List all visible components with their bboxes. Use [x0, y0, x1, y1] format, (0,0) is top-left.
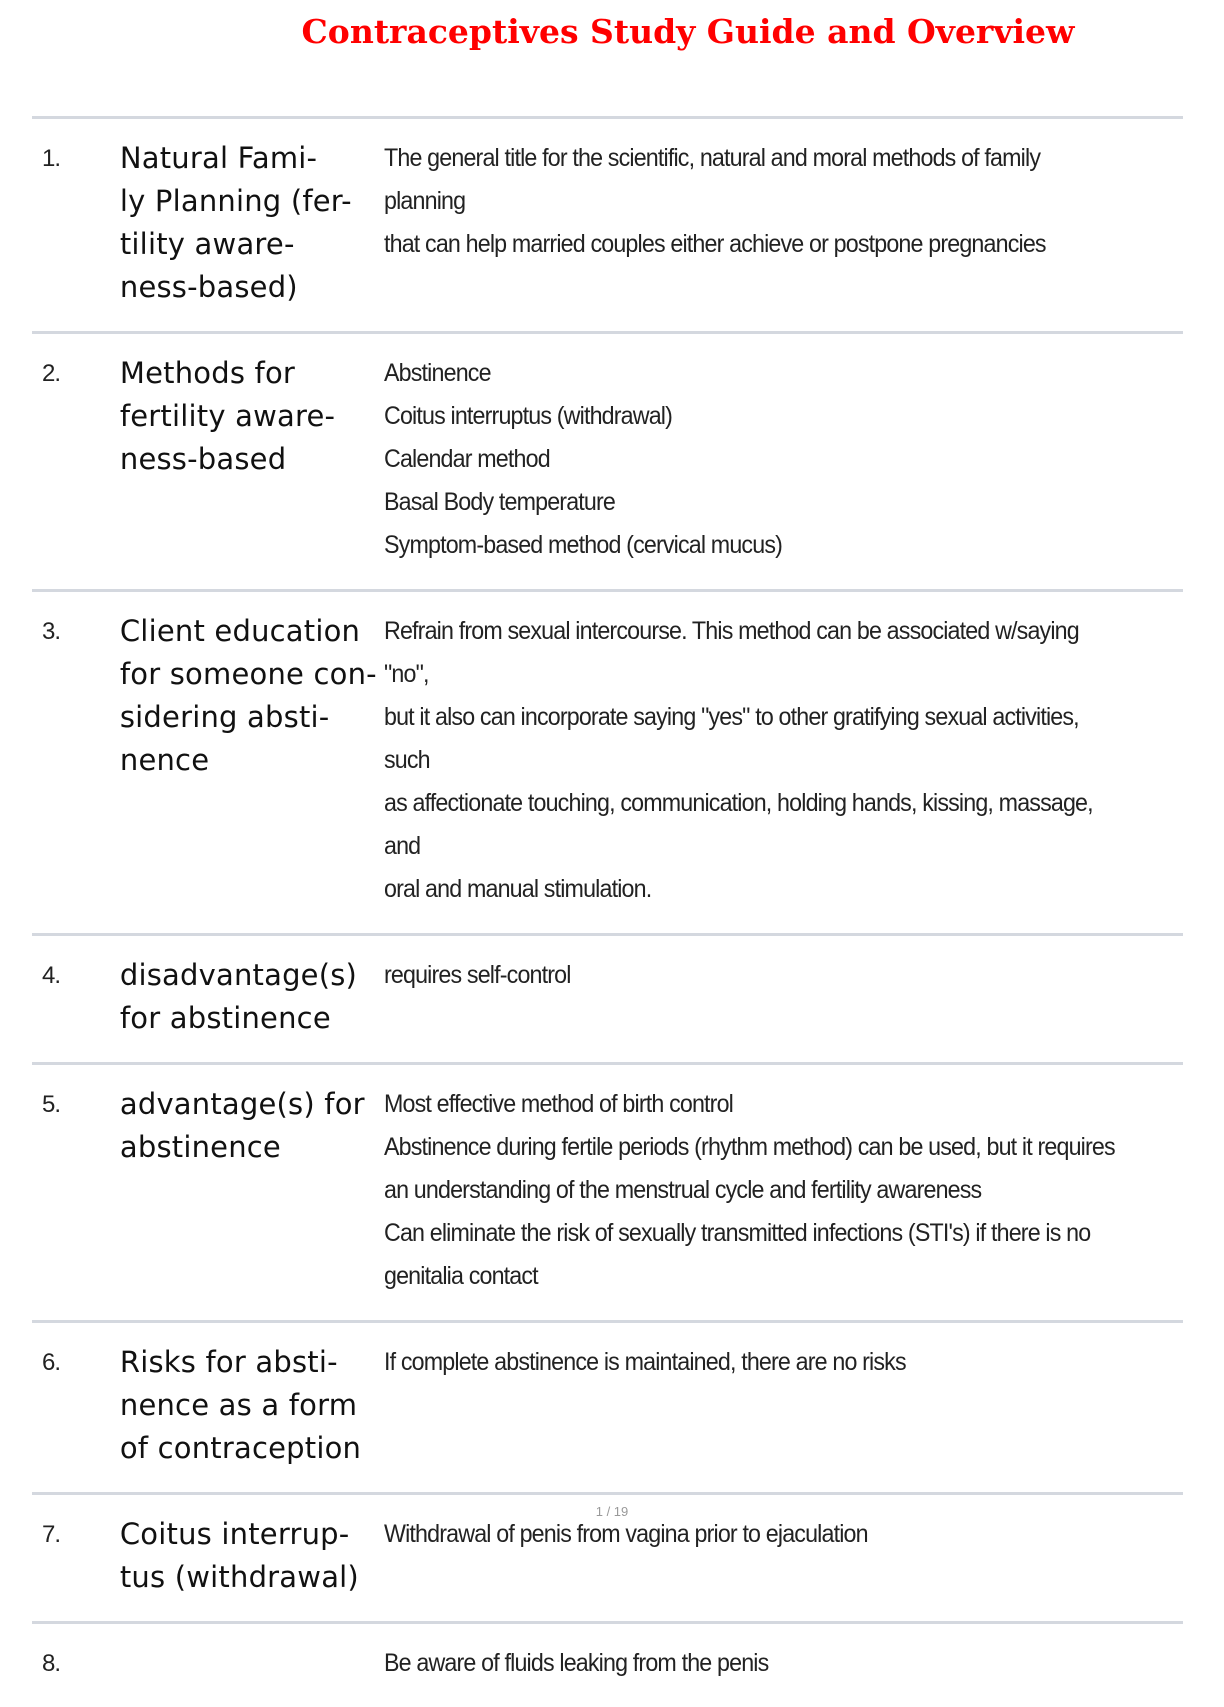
card-definition [384, 1642, 1127, 1685]
flashcard-list [32, 116, 1183, 1707]
card-term [120, 1513, 385, 1599]
card-number: 5. [42, 1091, 61, 1118]
definition-line: Withdrawal of penis from vagina prior to ejaculation [384, 1520, 869, 1548]
definition-line: Calendar method [384, 445, 551, 473]
definition-line: an understanding of the menstrual cycle and fertility awareness [384, 1176, 982, 1204]
definition-line: Abstinence during fertile periods (rhythm method) can be used, but it requires [384, 1133, 1116, 1161]
term-line: tus (withdrawal) [119, 1560, 359, 1594]
term-line: nence as a form [119, 1388, 358, 1422]
term-line: ness-based) [119, 270, 298, 304]
term-line: Coitus interrup- [119, 1517, 350, 1551]
term-line: nence [119, 743, 210, 777]
definition-line: Coitus interruptus (withdrawal) [384, 402, 673, 430]
term-line: sidering absti- [119, 700, 330, 734]
card-number: 4. [42, 962, 61, 989]
card-term [120, 352, 385, 567]
card-term [120, 1642, 385, 1685]
card-definition [384, 1083, 1127, 1298]
card-term [120, 1341, 385, 1470]
term-line: Natural Fami- [119, 141, 318, 175]
flashcard-row [32, 334, 1183, 592]
page-indicator: 1 / 19 [595, 1504, 629, 1519]
flashcard-row [32, 592, 1183, 936]
flashcard-row [32, 119, 1183, 334]
flashcard-row [32, 936, 1183, 1065]
definition-line: Refrain from sexual intercourse. This method can be associated w/saying "no", [384, 617, 1080, 688]
definition-line: oral and manual stimulation. [384, 875, 652, 903]
card-number: 6. [42, 1349, 61, 1376]
definition-line: requires self-control [384, 961, 571, 989]
definition-line: If complete abstinence is maintained, there are no risks [384, 1348, 907, 1376]
term-line: advantage(s) for [119, 1087, 365, 1121]
flashcard-row [32, 1065, 1183, 1323]
card-definition [384, 352, 1127, 567]
term-line: of contraception [119, 1431, 362, 1465]
card-definition [384, 1341, 1127, 1470]
card-definition [384, 1513, 1127, 1599]
term-line: disadvantage(s) [119, 958, 358, 992]
card-term [120, 1083, 385, 1298]
card-number: 7. [42, 1521, 61, 1548]
term-line: tility aware- [119, 227, 295, 261]
definition-line: that can help married couples either achieve or postpone pregnancies [384, 230, 1047, 258]
card-term [120, 137, 385, 309]
definition-line: as affectionate touching, communication, holding hands, kissing, massage, and [384, 789, 1094, 860]
term-line: Risks for absti- [119, 1345, 338, 1379]
definition-line: Symptom-based method (cervical mucus) [384, 531, 783, 559]
term-line: Client education [119, 614, 361, 648]
flashcard-row [32, 1624, 1183, 1707]
card-definition [384, 610, 1127, 911]
definition-line: Most effective method of birth control [384, 1090, 734, 1118]
definition-line: Abstinence [384, 359, 492, 387]
term-line: Methods for [119, 356, 296, 390]
definition-line: Basal Body temperature [384, 488, 616, 516]
definition-line: but it also can incorporate saying "yes" to other gratifying sexual activities, such [384, 703, 1080, 774]
term-line: for abstinence [119, 1001, 331, 1035]
definition-line: Can eliminate the risk of sexually transmitted infections (STI's) if there is no [384, 1219, 1091, 1247]
card-definition [384, 954, 1127, 1040]
term-line: fertility aware- [119, 399, 336, 433]
card-definition [384, 137, 1127, 309]
card-number: 2. [42, 360, 61, 387]
card-number: 1. [42, 145, 61, 172]
term-line: ness-based [119, 442, 287, 476]
definition-line: The general title for the scientific, natural and moral methods of family planning [384, 144, 1041, 215]
card-term [120, 954, 385, 1040]
card-number: 3. [42, 618, 61, 645]
definition-line: genitalia contact [384, 1262, 539, 1290]
term-line: for someone con- [119, 657, 377, 691]
page-title: Contraceptives Study Guide and Overview [301, 12, 1075, 51]
term-line: ly Planning (fer- [119, 184, 352, 218]
card-term [120, 610, 385, 911]
term-line: abstinence [119, 1130, 281, 1164]
flashcard-row [32, 1323, 1183, 1495]
definition-line: Be aware of fluids leaking from the penis [384, 1649, 769, 1677]
card-number: 8. [42, 1650, 61, 1677]
